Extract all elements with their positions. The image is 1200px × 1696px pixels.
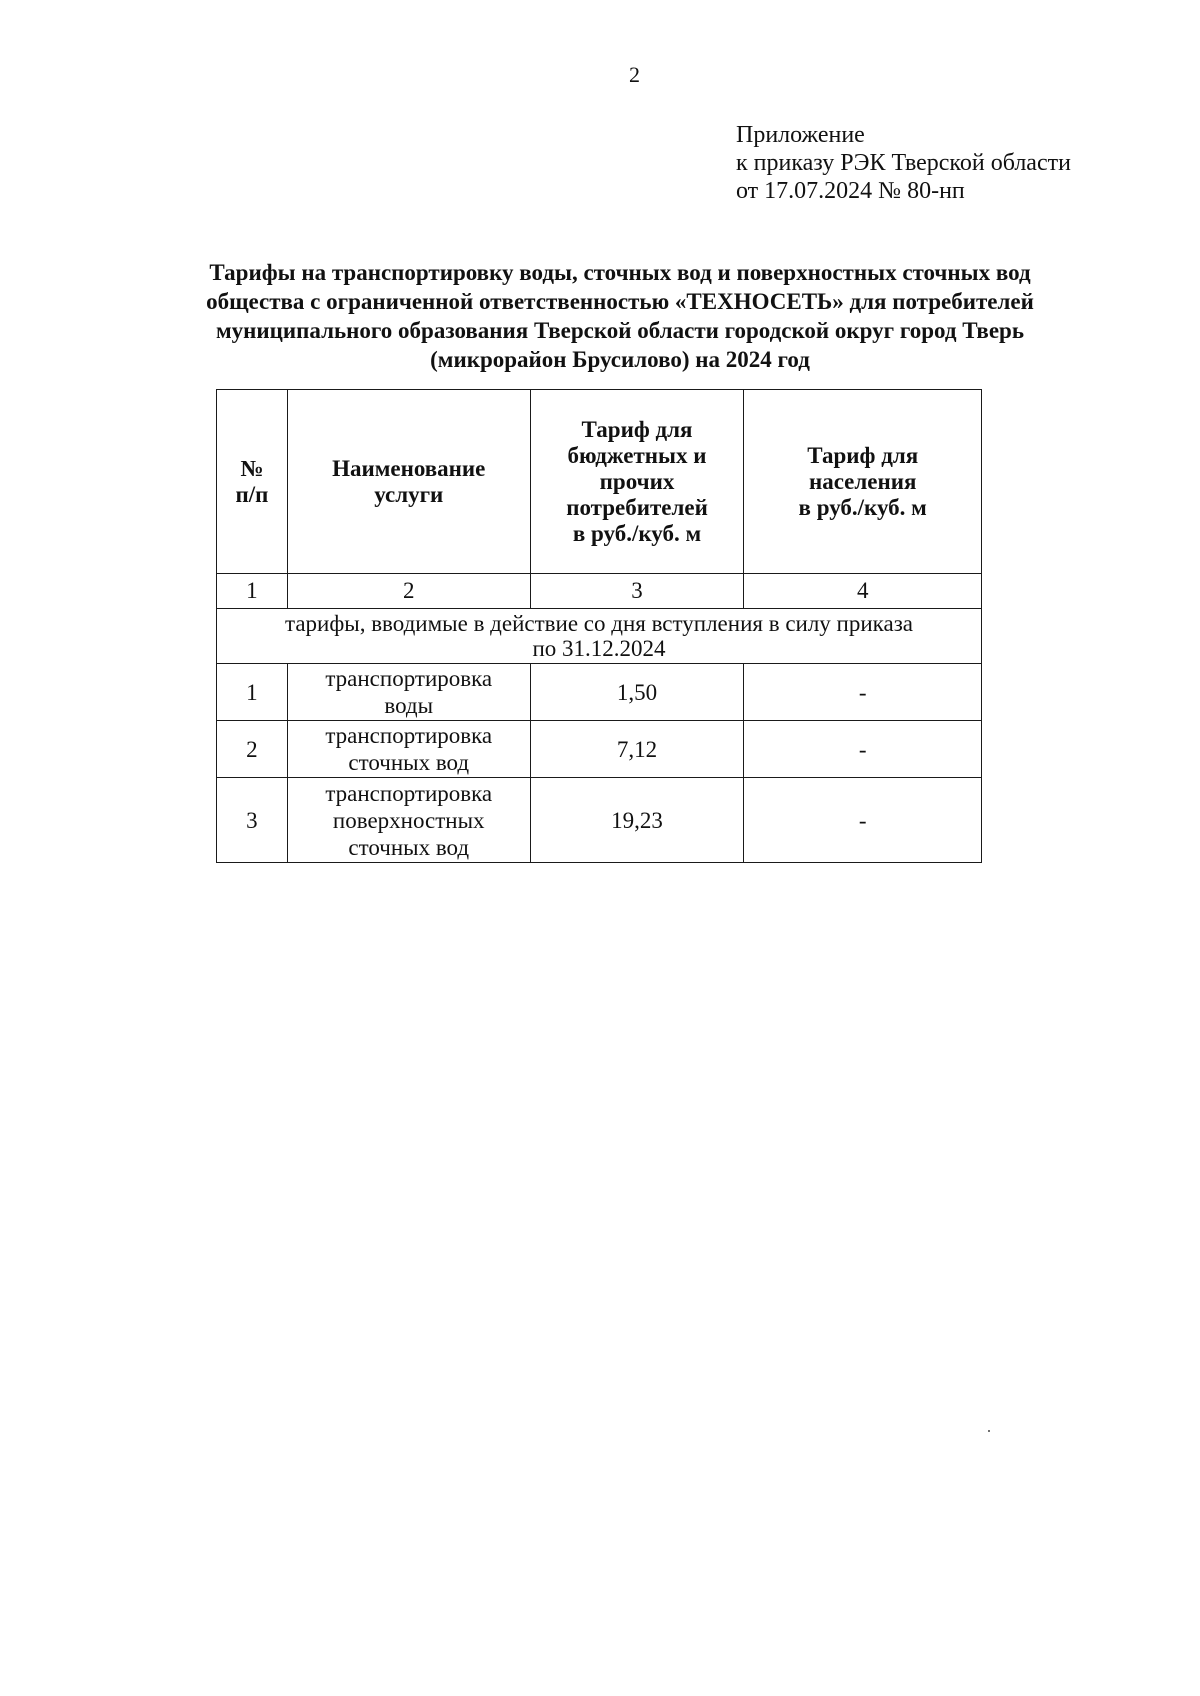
tariffs-table	[216, 389, 982, 863]
row-number: 3	[217, 778, 288, 863]
header-text: потребителей	[566, 494, 708, 520]
table-row	[217, 664, 982, 721]
column-number: 3	[530, 574, 744, 609]
service-text: транспортировка	[325, 666, 493, 691]
title-line: муниципального образования Тверской области городской округ город Тверь	[215, 318, 1025, 343]
table-row	[217, 721, 982, 778]
column-number: 2	[287, 574, 530, 609]
service-text: поверхностных	[332, 807, 485, 833]
section-caption	[217, 609, 982, 664]
title-line: Тарифы на транспортировку воды, сточных вод и поверхностных сточных вод	[209, 260, 1031, 285]
service-name	[287, 778, 530, 863]
page-number: 2	[629, 62, 640, 87]
tariff-budget: 19,23	[530, 778, 744, 863]
header-tariff-budget	[530, 390, 744, 574]
service-name	[287, 721, 530, 778]
tariff-population: -	[744, 778, 982, 863]
column-number: 1	[217, 574, 288, 609]
tariff-budget: 7,12	[530, 721, 744, 778]
header-text: №	[240, 455, 264, 481]
header-text: Тариф для	[807, 442, 919, 468]
header-text: в руб./куб. м	[798, 494, 927, 520]
column-number-row	[217, 574, 982, 609]
title-line: общества с ограниченной ответственностью «ТЕХНОСЕТЬ» для потребителей	[206, 289, 1034, 314]
service-text: транспортировка	[325, 723, 493, 748]
service-text: сточных вод	[348, 750, 470, 775]
header-text: бюджетных и	[567, 442, 707, 468]
service-name	[287, 664, 530, 721]
header-text: населения	[808, 468, 917, 494]
section-text: тарифы, вводимые в действие со дня вступления в силу приказа	[284, 611, 914, 636]
header-text: Наименование	[332, 455, 486, 481]
document-title	[160, 258, 1080, 374]
column-number: 4	[744, 574, 982, 609]
table-header-row	[217, 390, 982, 574]
appendix-line: Приложение	[736, 122, 865, 148]
scan-speck	[988, 1430, 990, 1432]
appendix-line: к приказу РЭК Тверской области	[736, 150, 1071, 176]
section-text: по 31.12.2024	[532, 636, 666, 661]
title-line: (микрорайон Брусилово) на 2024 год	[430, 347, 810, 372]
header-service-name	[287, 390, 530, 574]
header-text: п/п	[235, 481, 269, 507]
tariff-population: -	[744, 721, 982, 778]
table-row	[217, 778, 982, 863]
header-text: в руб./куб. м	[572, 520, 702, 546]
service-text: воды	[384, 693, 434, 718]
header-text: услуги	[374, 481, 444, 507]
service-text: транспортировка	[325, 780, 493, 806]
header-tariff-population	[744, 390, 982, 574]
tariff-population: -	[744, 664, 982, 721]
row-number: 2	[217, 721, 288, 778]
appendix-block	[736, 121, 1071, 205]
service-text: сточных вод	[348, 834, 470, 860]
appendix-line: от 17.07.2024 № 80-нп	[736, 178, 965, 204]
header-number	[217, 390, 288, 574]
header-text: Тариф для	[581, 416, 693, 442]
tariff-budget: 1,50	[530, 664, 744, 721]
header-text: прочих	[599, 468, 675, 494]
section-row	[217, 609, 982, 664]
row-number: 1	[217, 664, 288, 721]
